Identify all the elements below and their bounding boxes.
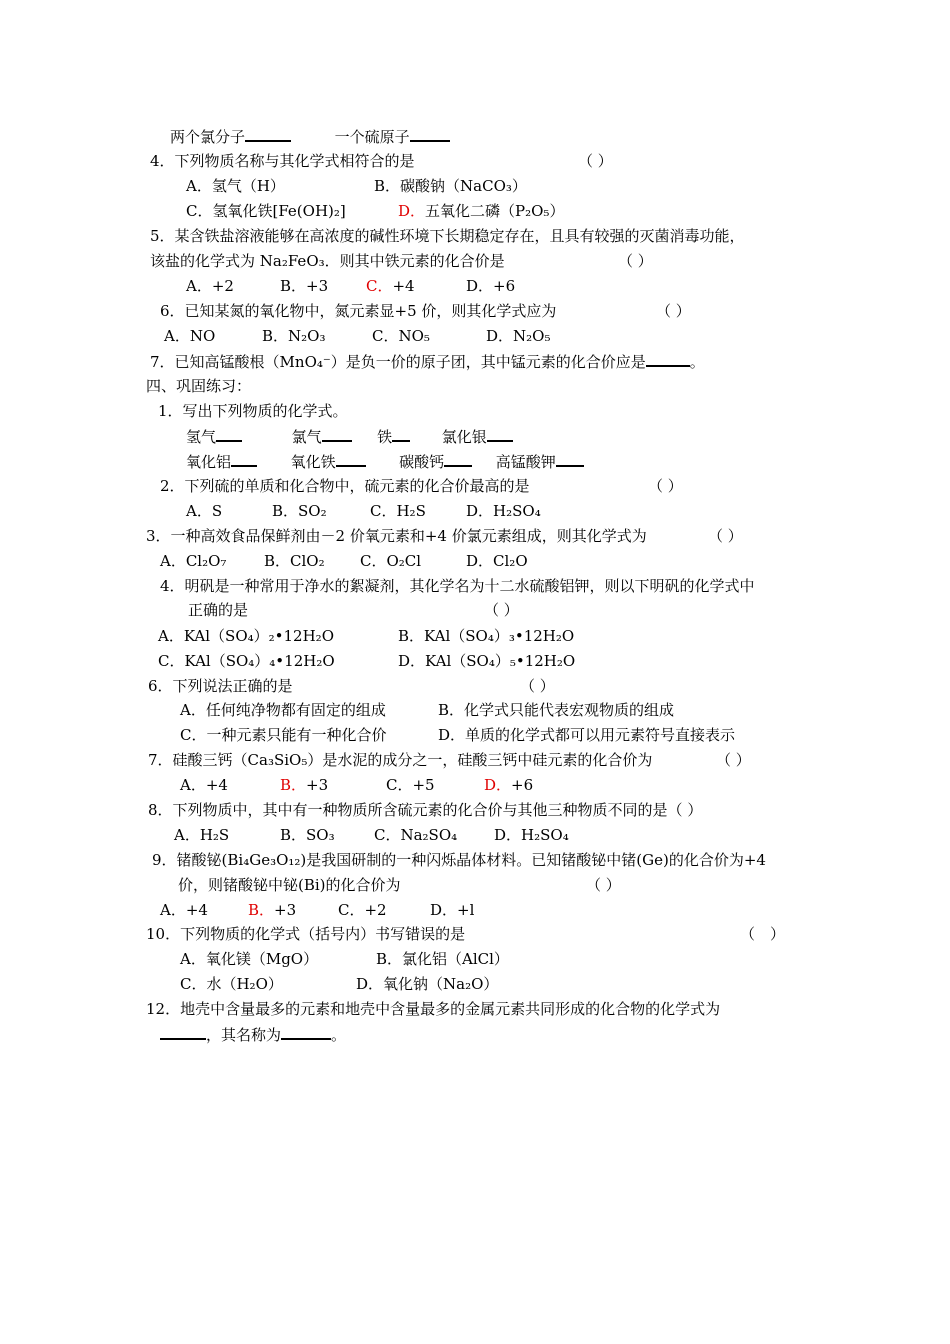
- intro-item-a: 两个氯分子: [170, 128, 246, 146]
- q6-answer-paren[interactable]: （ ）: [656, 302, 691, 320]
- q6-option-a: A．NO: [164, 327, 216, 345]
- p1-item: 铁: [377, 428, 393, 446]
- p3-stem: 3．一种高效食品保鲜剂由－2 价氧元素和+4 价氯元素组成，则其化学式为: [146, 527, 647, 545]
- p4-option-b: B．KAl（SO₄）₃•12H₂O: [398, 627, 575, 645]
- answer-blank[interactable]: [336, 451, 366, 467]
- p7-option-d-text: +6: [511, 776, 534, 794]
- p2-stem: 2．下列硫的单质和化合物中，硫元素的化合价最高的是: [160, 477, 530, 495]
- p1-item: 高锰酸钾: [495, 453, 556, 471]
- p9-stem-2: 价，则锗酸铋中铋(Bi)的化合价为: [178, 876, 401, 894]
- p7-option-b-letter: B．: [280, 776, 307, 794]
- p8-option-a: A．H₂S: [174, 826, 230, 844]
- q5-option-c-letter: C．: [366, 277, 393, 295]
- p9-option-b-letter: B．: [248, 901, 275, 919]
- q5-option-d: D．+6: [466, 277, 516, 295]
- p7-answer-paren[interactable]: （ ）: [716, 751, 751, 769]
- q7-stem: 7．已知高锰酸根（MnO₄⁻）是负一价的原子团，其中锰元素的化合价应是: [150, 353, 646, 371]
- answer-blank[interactable]: [322, 426, 352, 442]
- q5-option-c: [366, 276, 415, 296]
- p1-item: 氧化铁: [290, 453, 336, 471]
- p9-option-b: [248, 900, 296, 920]
- p2-option-c: C．H₂S: [370, 502, 426, 520]
- p4-answer-paren[interactable]: （ ）: [484, 601, 519, 619]
- answer-blank[interactable]: [392, 426, 410, 442]
- p9-option-b-text: +3: [274, 901, 297, 919]
- q6-option-d: D．N₂O₅: [486, 327, 551, 345]
- q4-option-c: C．氢氧化铁[Fe(OH)₂]: [186, 202, 346, 220]
- q5-option-a: A．+2: [186, 277, 234, 295]
- p9-option-d: D．+l: [430, 901, 475, 919]
- intro-item-b: 一个硫原子: [334, 128, 410, 146]
- p6-option-c: C．一种元素只能有一种化合价: [180, 726, 387, 744]
- p2-answer-paren[interactable]: （ ）: [648, 477, 683, 495]
- p8-option-c: C．Na₂SO₄: [374, 826, 458, 844]
- q5-option-b: B．+3: [280, 277, 329, 295]
- p4-option-a: A．KAl（SO₄）₂•12H₂O: [158, 627, 334, 645]
- p9-stem-1: 9．锗酸铋(Bi₄Ge₃O₁₂)是我国研制的一种闪烁晶体材料。已知锗酸铋中锗(Ge)的化合价为+4: [152, 851, 766, 869]
- p6-option-a: A．任何纯净物都有固定的组成: [180, 701, 386, 719]
- p2-option-d: D．H₂SO₄: [466, 502, 541, 520]
- p7-option-c: C．+5: [386, 776, 435, 794]
- p4-option-d: D．KAl（SO₄）₅•12H₂O: [398, 652, 576, 670]
- q6-stem: 6．已知某氮的氧化物中，氮元素显+5 价，则其化学式应为: [160, 302, 557, 320]
- q4-option-d: [398, 201, 564, 221]
- p10-option-a: A．氧化镁（MgO）: [180, 950, 319, 968]
- p6-option-d: D．单质的化学式都可以用元素符号直接表示: [438, 726, 736, 744]
- p10-stem: 10．下列物质的化学式（括号内）书写错误的是: [146, 925, 466, 943]
- answer-blank[interactable]: [444, 451, 472, 467]
- p3-option-c: C．O₂Cl: [360, 552, 422, 570]
- section-title: 四、巩固练习：: [146, 377, 252, 395]
- q4-stem: 4．下列物质名称与其化学式相符合的是: [150, 152, 415, 170]
- answer-blank[interactable]: [487, 426, 513, 442]
- p3-option-a: A．Cl₂O₇: [160, 552, 227, 570]
- q4-option-d-text: 五氧化二磷（P₂O₅）: [425, 202, 565, 220]
- p1-item: 氯气: [291, 428, 322, 446]
- p10-option-b: B．氯化铝（AlCl）: [376, 950, 509, 968]
- answer-blank[interactable]: [646, 351, 690, 367]
- q6-option-b: B．N₂O₃: [262, 327, 326, 345]
- p4-option-c: C．KAl（SO₄）₄•12H₂O: [158, 652, 335, 670]
- p1-item: 氯化银: [441, 428, 487, 446]
- q5-stem-2: 该盐的化学式为 Na₂FeO₃．则其中铁元素的化合价是: [150, 252, 505, 270]
- q5-option-c-text: +4: [392, 277, 415, 295]
- p2-option-a: A．S: [186, 502, 223, 520]
- p10-answer-paren[interactable]: （ ）: [740, 925, 786, 943]
- p1-item: 氧化铝: [186, 453, 232, 471]
- p1-item: 碳酸钙: [399, 453, 445, 471]
- q5-answer-paren[interactable]: （ ）: [618, 252, 653, 270]
- p9-option-c: C．+2: [338, 901, 387, 919]
- q7-line: [150, 351, 705, 372]
- p1-row-2: [186, 451, 584, 472]
- p12-end: 。: [331, 1026, 347, 1044]
- q7-end: 。: [689, 353, 705, 371]
- p12-stem: 12．地壳中含量最多的元素和地壳中含量最多的金属元素共同形成的化合物的化学式为: [146, 1000, 721, 1018]
- p12-mid: ，其名称为: [206, 1026, 282, 1044]
- q5-stem-1: 5．某含铁盐溶液能够在高浓度的碱性环境下长期稳定存在，且具有较强的灭菌消毒功能，: [150, 227, 745, 245]
- p7-option-d-letter: D．: [484, 776, 512, 794]
- p1-item: 氢气: [186, 428, 217, 446]
- intro-line: [170, 126, 450, 147]
- p7-option-d: [484, 775, 533, 795]
- p10-option-c: C．水（H₂O）: [180, 975, 283, 993]
- p8-option-d: D．H₂SO₄: [494, 826, 569, 844]
- p6-option-b: B．化学式只能代表宏观物质的组成: [438, 701, 675, 719]
- p9-answer-paren[interactable]: （ ）: [586, 876, 621, 894]
- answer-blank[interactable]: [281, 1024, 331, 1040]
- q6-option-c: C．NO₅: [372, 327, 430, 345]
- answer-blank[interactable]: [231, 451, 257, 467]
- answer-blank[interactable]: [160, 1024, 206, 1040]
- p1-row-1: [186, 426, 513, 447]
- p3-answer-paren[interactable]: （ ）: [708, 527, 743, 545]
- answer-blank[interactable]: [216, 426, 242, 442]
- p6-stem: 6．下列说法正确的是: [148, 677, 293, 695]
- answer-blank[interactable]: [245, 126, 291, 142]
- p1-stem: 1．写出下列物质的化学式。: [158, 402, 348, 420]
- p7-option-b: [280, 775, 328, 795]
- p8-stem: 8．下列物质中，其中有一种物质所含硫元素的化合价与其他三种物质不同的是（ ）: [148, 801, 703, 819]
- p7-option-a: A．+4: [180, 776, 228, 794]
- p8-option-b: B．SO₃: [280, 826, 335, 844]
- p6-answer-paren[interactable]: （ ）: [520, 677, 555, 695]
- q4-option-a: A．氢气（H）: [186, 177, 285, 195]
- p2-option-b: B．SO₂: [272, 502, 327, 520]
- p9-option-a: A．+4: [160, 901, 208, 919]
- p4-stem-1: 4．明矾是一种常用于净水的絮凝剂，其化学名为十二水硫酸铝钾，则以下明矾的化学式中: [160, 577, 755, 595]
- q4-option-d-letter: D．: [398, 202, 426, 220]
- p10-option-d: D．氧化钠（Na₂O）: [356, 975, 499, 993]
- p12-line-2: [160, 1024, 346, 1045]
- answer-blank[interactable]: [410, 126, 450, 142]
- q4-answer-paren[interactable]: （ ）: [578, 152, 613, 170]
- p7-option-b-text: +3: [306, 776, 329, 794]
- p4-stem-2: 正确的是: [188, 601, 249, 619]
- p3-option-d: D．Cl₂O: [466, 552, 528, 570]
- p7-stem: 7．硅酸三钙（Ca₃SiO₅）是水泥的成分之一，硅酸三钙中硅元素的化合价为: [148, 751, 653, 769]
- p3-option-b: B．ClO₂: [264, 552, 325, 570]
- answer-blank[interactable]: [556, 451, 584, 467]
- q4-option-b: B．碳酸钠（NaCO₃）: [374, 177, 527, 195]
